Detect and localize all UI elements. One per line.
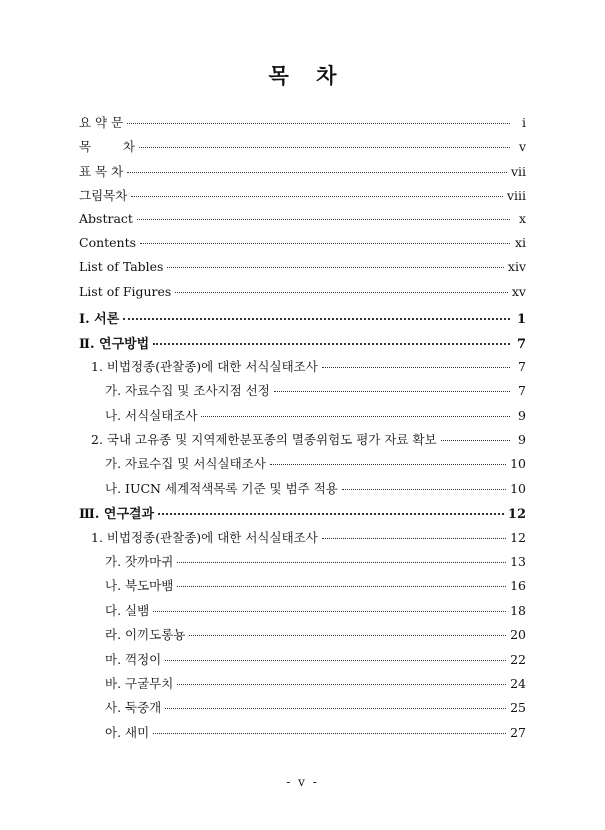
toc-entry[interactable] [79,211,526,235]
dot-leader [189,635,506,636]
dot-leader [127,123,510,124]
toc-entry-page-number: 27 [510,724,526,740]
toc-entry-label: List of Tables [79,259,164,275]
toc-entry[interactable] [79,479,526,503]
dot-leader [153,611,506,612]
dot-leader [177,586,506,587]
dot-leader [140,243,510,244]
dot-leader [137,219,510,220]
dot-leader [123,318,510,320]
toc-entry-page-number: i [522,115,526,130]
toc-entry[interactable] [79,674,526,698]
toc-entry-page-number: 16 [510,578,526,594]
toc-entry-label: 1. 비법정종(관찰종)에 대한 서식실태조사 [91,358,318,374]
dot-leader [127,172,507,173]
toc-entry-page-number: 1 [516,312,526,328]
dot-leader [131,196,503,197]
dot-leader [201,416,510,417]
toc-entry[interactable] [79,137,526,161]
toc-entry-page-number: xv [511,283,526,299]
toc-entry-label: 가. 자료수집 및 조사지점 선정 [105,383,270,399]
toc-entry[interactable] [79,650,526,674]
toc-entry-label: 요 약 문 [79,115,124,130]
toc-entry-page-number: 13 [510,554,526,570]
toc-entry-label: 가. 잣까마귀 [105,554,174,570]
dot-leader [165,660,506,661]
toc-entry-label: 아. 새미 [105,724,150,740]
toc-entry[interactable] [79,454,526,478]
dot-leader [274,391,510,392]
dot-leader [139,147,510,148]
table-of-contents [79,113,526,747]
toc-entry[interactable] [79,552,526,576]
toc-entry-page-number: 9 [518,407,526,423]
toc-entry-label: 1. 비법정종(관찰종)에 대한 서식실태조사 [91,529,318,545]
toc-entry-page-number: 10 [510,456,526,472]
toc-entry[interactable] [79,430,526,454]
toc-entry-label: 목 차 [79,139,135,155]
dot-leader [322,538,506,539]
toc-entry-label: 가. 자료수집 및 서식실태조사 [105,456,266,472]
toc-entry-label: Contents [79,234,137,250]
toc-entry-page-number: 25 [510,700,526,716]
dot-leader [322,367,510,368]
dot-leader [167,267,503,268]
toc-entry-page-number: 18 [510,602,526,618]
toc-entry[interactable] [79,625,526,649]
toc-entry[interactable] [79,503,526,527]
toc-entry-label: List of Figures [79,283,172,299]
dot-leader [177,684,506,685]
dot-leader [270,464,506,465]
toc-entry[interactable] [79,528,526,552]
toc-entry-label: 표 목 차 [79,163,124,179]
toc-entry[interactable] [79,357,526,381]
toc-entry[interactable] [79,698,526,722]
page-title: 목 차 [268,63,347,88]
toc-entry-label: 라. 이끼도롱뇽 [105,627,186,643]
toc-entry-page-number: vii [510,163,526,179]
toc-entry-page-number: v [518,139,526,155]
toc-entry[interactable] [79,406,526,430]
toc-entry[interactable] [79,259,526,283]
toc-entry-page-number: 24 [510,675,526,691]
toc-entry-page-number: 10 [510,480,526,496]
toc-entry[interactable] [79,381,526,405]
dot-leader [441,440,510,441]
toc-entry-label: 나. 서식실태조사 [105,407,198,423]
toc-entry-label: Ⅲ. 연구결과 [79,507,155,523]
toc-entry[interactable] [79,576,526,600]
toc-entry[interactable] [79,186,526,210]
toc-entry-page-number: 7 [518,383,526,399]
toc-entry-label: 2. 국내 고유종 및 지역제한분포종의 멸종위험도 평가 자료 확보 [91,432,437,448]
toc-entry-label: Abstract [79,210,133,226]
toc-entry-page-number: 20 [510,627,526,643]
toc-entry-page-number: 12 [510,529,526,545]
dot-leader [165,708,506,709]
toc-entry-page-number: 7 [518,358,526,374]
toc-entry[interactable] [79,284,526,308]
toc-entry[interactable] [79,113,526,137]
dot-leader [342,489,506,490]
toc-entry-page-number: viii [506,188,526,204]
toc-entry-page-number: 22 [510,651,526,667]
toc-entry-label: Ⅱ. 연구방법 [79,336,150,352]
dot-leader [153,343,510,345]
toc-entry-label: 나. 북도마뱀 [105,578,174,594]
toc-entry-label: 바. 구굴무치 [105,675,174,691]
toc-entry[interactable] [79,308,526,332]
toc-entry-page-number: x [518,210,526,226]
toc-entry-page-number: 7 [516,336,526,352]
dot-leader [175,292,508,293]
toc-entry-label: 사. 둑중개 [105,700,162,716]
toc-entry-label: 나. IUCN 세계적색목록 기준 및 범주 적용 [105,480,338,496]
dot-leader [153,733,506,734]
page-number-footer: - v - [286,775,319,789]
dot-leader [158,513,504,515]
toc-entry-page-number: 9 [518,432,526,448]
toc-entry-page-number: xi [514,234,526,250]
toc-entry-label: Ⅰ. 서론 [79,312,120,328]
toc-entry[interactable] [79,723,526,747]
toc-entry[interactable] [79,601,526,625]
toc-entry-label: 다. 실뱀 [105,602,150,618]
dot-leader [177,562,506,563]
toc-entry[interactable] [79,162,526,186]
toc-entry[interactable] [79,333,526,357]
toc-entry-page-number: xiv [507,259,526,275]
toc-entry-label: 마. 꺽정이 [105,651,162,667]
toc-entry-page-number: 12 [507,507,526,523]
toc-entry-label: 그림목차 [79,188,128,204]
toc-entry[interactable] [79,235,526,259]
